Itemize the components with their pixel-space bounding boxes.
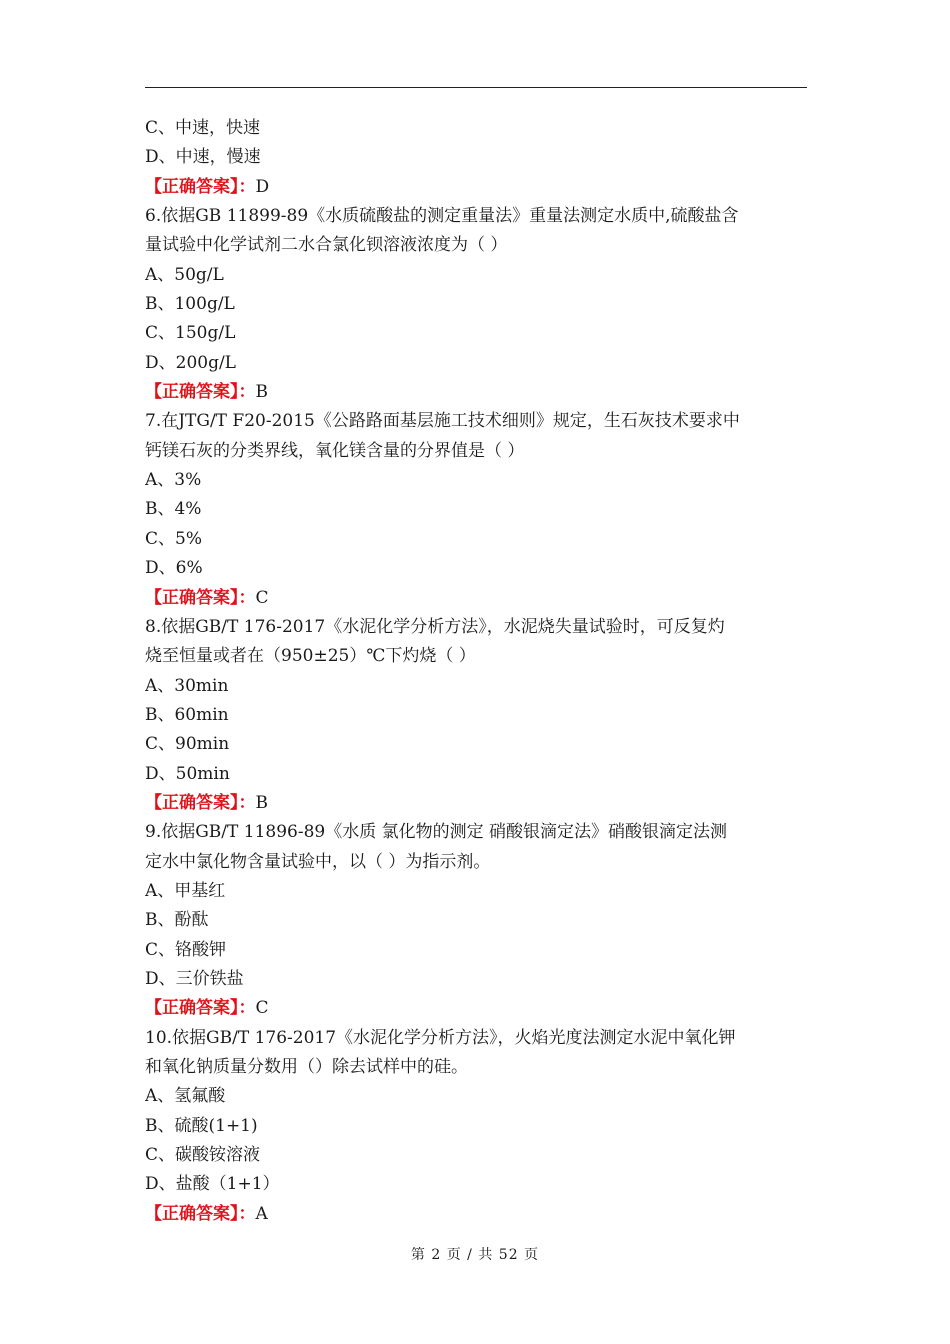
option-a: A、50g/L bbox=[145, 264, 224, 285]
option-b: B、60min bbox=[145, 704, 229, 725]
option-d: D、三价铁盐 bbox=[145, 968, 244, 989]
question-text-line: 7.在JTG/T F20-2015《公路路面基层施工技术细则》规定，生石灰技术要求中 bbox=[145, 411, 740, 432]
answer-value: B bbox=[255, 792, 268, 813]
answer-label: 【正确答案】： bbox=[145, 792, 256, 813]
answer-value: C bbox=[255, 998, 269, 1019]
option-d: D、中速，慢速 bbox=[145, 147, 261, 168]
option-b: B、硫酸(1+1) bbox=[145, 1115, 258, 1136]
answer-line bbox=[145, 173, 807, 202]
question-text-line: 定水中氯化物含量试验中，以（ ）为指示剂。 bbox=[145, 851, 491, 872]
answer-label: 【正确答案】： bbox=[145, 176, 256, 197]
answer-label: 【正确答案】： bbox=[145, 382, 256, 403]
answer-value: B bbox=[255, 382, 268, 403]
page-footer: 第 2 页 / 共 52 页 bbox=[410, 1247, 540, 1263]
question-9 bbox=[145, 818, 807, 1023]
option-c: C、铬酸钾 bbox=[145, 939, 227, 960]
option-b: B、酚酞 bbox=[145, 910, 209, 931]
option-c: C、150g/L bbox=[145, 323, 236, 344]
question-7 bbox=[145, 407, 807, 612]
answer-line bbox=[145, 994, 807, 1023]
answer-label: 【正确答案】： bbox=[145, 998, 256, 1019]
answer-line bbox=[145, 378, 807, 407]
question-text-line: 钙镁石灰的分类界线，氧化镁含量的分界值是（ ） bbox=[145, 440, 525, 461]
question-10 bbox=[145, 1024, 807, 1229]
option-d: D、6% bbox=[145, 558, 203, 579]
answer-line bbox=[145, 584, 807, 613]
question-8 bbox=[145, 613, 807, 818]
option-c: C、中速，快速 bbox=[145, 118, 261, 138]
answer-label: 【正确答案】： bbox=[145, 587, 256, 608]
question-text-line: 9.依据GB/T 11896-89《水质 氯化物的测定 硝酸银滴定法》硝酸银滴定法测 bbox=[145, 822, 728, 843]
answer-label: 【正确答案】： bbox=[145, 1203, 256, 1224]
option-a: A、氢氟酸 bbox=[145, 1086, 226, 1107]
option-a: A、甲基红 bbox=[145, 880, 226, 901]
header-rule bbox=[145, 87, 807, 88]
question-text-line: 量试验中化学试剂二水合氯化钡溶液浓度为（ ） bbox=[145, 235, 508, 256]
option-c: C、碳酸铵溶液 bbox=[145, 1145, 261, 1166]
page-content bbox=[145, 114, 807, 1229]
question-6 bbox=[145, 202, 807, 407]
question-text-line: 10.依据GB/T 176-2017《水泥化学分析方法》，火焰光度法测定水泥中氧化钾 bbox=[145, 1027, 736, 1048]
answer-value: A bbox=[255, 1203, 268, 1224]
question-text-line: 烧至恒量或者在（950±25）℃下灼烧（ ） bbox=[145, 646, 476, 667]
answer-line bbox=[145, 1200, 807, 1229]
question-text-line: 6.依据GB 11899-89《水质硫酸盐的测定重量法》重量法测定水质中,硫酸盐含 bbox=[145, 206, 739, 227]
option-d: D、50min bbox=[145, 763, 230, 784]
option-c: C、5% bbox=[145, 528, 202, 549]
question-text-line: 8.依据GB/T 176-2017《水泥化学分析方法》，水泥烧失量试验时，可反复灼 bbox=[145, 616, 725, 637]
question-text-line: 和氧化钠质量分数用（）除去试样中的硅。 bbox=[145, 1057, 468, 1077]
option-a: A、3% bbox=[145, 470, 202, 491]
answer-line bbox=[145, 789, 807, 818]
answer-value: C bbox=[255, 587, 269, 608]
option-b: B、4% bbox=[145, 499, 202, 520]
option-c: C、90min bbox=[145, 734, 230, 755]
answer-value: D bbox=[255, 176, 270, 197]
option-a: A、30min bbox=[145, 675, 229, 696]
option-d: D、200g/L bbox=[145, 352, 236, 373]
option-d: D、盐酸（1+1） bbox=[145, 1174, 280, 1195]
option-b: B、100g/L bbox=[145, 294, 235, 315]
